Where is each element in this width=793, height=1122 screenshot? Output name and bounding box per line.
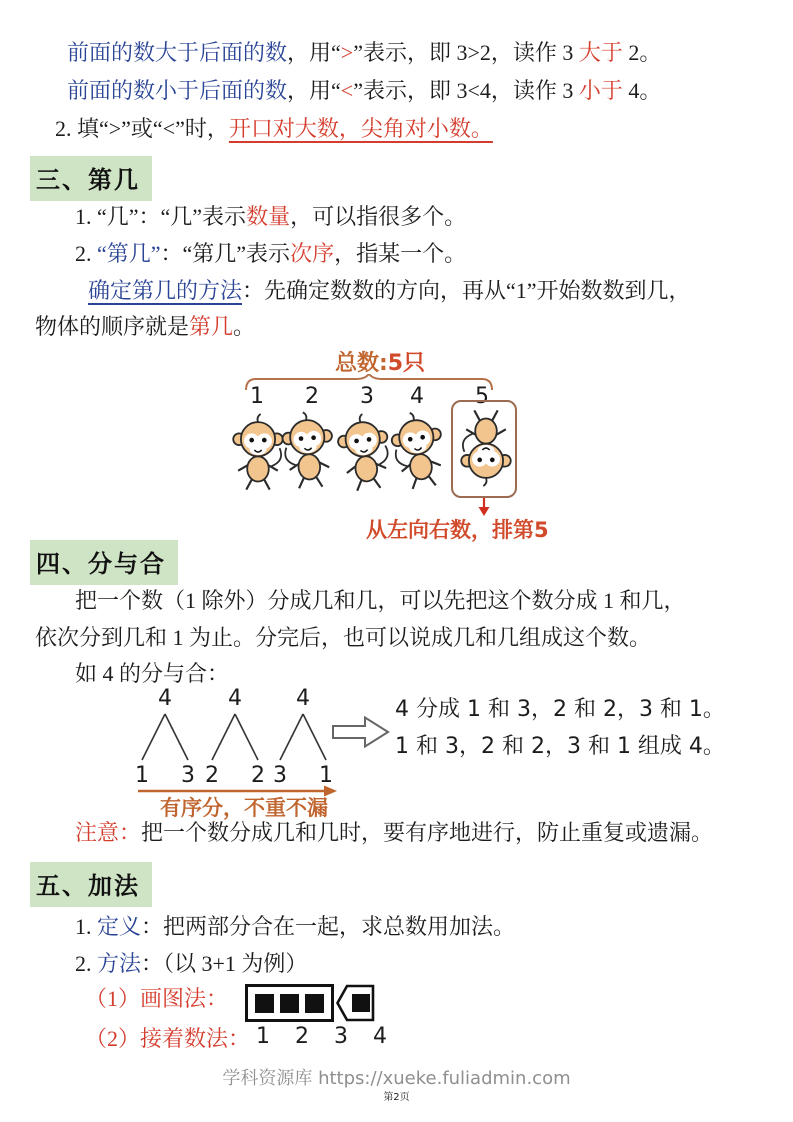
monkey-illustration xyxy=(281,406,335,495)
intro-line2-red: 小于 xyxy=(578,78,623,103)
section3-method-line1 xyxy=(88,272,691,310)
less-symbol: < xyxy=(340,78,354,103)
method-text-b: 物体的顺序就是 xyxy=(35,314,190,339)
tree1-top: 4 xyxy=(158,686,172,711)
method-text-c: 。 xyxy=(233,314,256,339)
section4-title: 四、分与合 xyxy=(30,540,178,585)
method-red: 第几 xyxy=(189,314,234,339)
intro-line2-blue: 前面的数小于后面的数 xyxy=(67,78,288,103)
item2-text-a: 2. xyxy=(75,241,97,266)
black-square xyxy=(305,994,324,1013)
intro-line1-c: 2。 xyxy=(622,40,662,65)
intro-line2-c: 4。 xyxy=(622,78,662,103)
count-on-2: 2 xyxy=(295,1024,309,1049)
section4-paragraph2: 依次分到几和 1 为止。分完后，也可以说成几和几组成这个数。 xyxy=(35,625,652,650)
item1-text-a: 1. “几”：“几”表示 xyxy=(75,204,247,229)
tree2-left: 2 xyxy=(205,763,219,788)
method2-label: （2）接着数法： xyxy=(85,1026,251,1051)
one-square-tag-shape xyxy=(336,984,376,1022)
monkey-illustration xyxy=(231,408,285,497)
tree-diagram-3 xyxy=(268,686,338,788)
intro-line3-rule: 开口对大数，尖角对小数。 xyxy=(228,116,493,141)
s5-item1-b: ：把两部分合在一起，求总数用加法。 xyxy=(141,914,516,939)
item1-red: 数量 xyxy=(246,204,291,229)
intro-line3-a: 2. 填“>”或“<”时， xyxy=(55,116,229,141)
tree3-top: 4 xyxy=(296,686,310,711)
tree2-branches xyxy=(200,712,270,762)
intro-line-1 xyxy=(55,34,661,72)
section4-paragraph1: 把一个数（1 除外）分成几和几，可以先把这个数分成 1 和几， xyxy=(75,588,686,613)
section3-method-line2 xyxy=(35,308,255,346)
figure-caption: 从左向右数，排第5 xyxy=(366,518,549,542)
page-number: 第2页 xyxy=(383,1092,410,1103)
order-note: 有序分，不重不漏 xyxy=(160,796,328,820)
total-label-a: 总数: xyxy=(334,351,388,376)
s5-item1-blue: 定义 xyxy=(97,914,142,939)
tree-diagram-2 xyxy=(200,686,270,788)
tree3-branches xyxy=(268,712,338,762)
section3-title: 三、第几 xyxy=(30,156,152,201)
section4-header xyxy=(30,540,178,585)
method1-label: （1）画图法： xyxy=(85,986,229,1011)
intro-line1-b: ”表示，即 3>2，读作 3 xyxy=(353,40,579,65)
item2-red: 次序 xyxy=(290,241,335,266)
count-number-2: 2 xyxy=(305,384,319,409)
intro-line1-red: 大于 xyxy=(578,40,623,65)
s5-item1-a: 1. xyxy=(75,914,97,939)
section5-title: 五、加法 xyxy=(30,862,152,907)
section5-item2 xyxy=(75,945,307,983)
count-on-numbers xyxy=(256,1024,387,1049)
s5-item2-blue: 方法 xyxy=(97,951,142,976)
monkey-illustration xyxy=(337,408,391,497)
watermark-text: 学科资源库 https://xueke.fuliadmin.com xyxy=(222,1068,571,1089)
tree3-right: 1 xyxy=(319,763,333,788)
intro-line2-b: ”表示，即 3<4，读作 3 xyxy=(353,78,579,103)
tree1-right: 3 xyxy=(181,763,195,788)
section4-paragraph3: 如 4 的分与合： xyxy=(75,661,230,686)
tree1-branches xyxy=(130,712,200,762)
count-number-3: 3 xyxy=(360,384,374,409)
method-title: 确定第几的方法 xyxy=(88,278,243,303)
tree-diagram-1 xyxy=(130,686,200,788)
count-number-4: 4 xyxy=(410,384,424,409)
section3-header xyxy=(30,156,152,201)
section4-note xyxy=(75,814,713,852)
count-on-3: 3 xyxy=(334,1024,348,1049)
intro-line2-a: ，用“ xyxy=(287,78,341,103)
count-number-1: 1 xyxy=(250,384,264,409)
tree2-top: 4 xyxy=(228,686,242,711)
comparison-intro xyxy=(55,34,661,148)
count-on-4: 4 xyxy=(373,1024,387,1049)
tree2-right: 2 xyxy=(251,763,265,788)
s5-item2-b: ：（以 3+1 为例） xyxy=(141,951,308,976)
intro-line-3 xyxy=(55,110,661,148)
total-label xyxy=(320,346,440,377)
black-square xyxy=(280,994,299,1013)
item2-blue: “第几” xyxy=(97,241,161,266)
item2-text-b: ：“第几”表示 xyxy=(160,241,291,266)
section5-header xyxy=(30,862,152,907)
s5-item2-a: 2. xyxy=(75,951,97,976)
decomposition-result-1: 4 分成 1 和 3，2 和 2，3 和 1。 xyxy=(395,697,725,722)
note-label: 注意： xyxy=(75,820,142,845)
section3-item1 xyxy=(75,198,466,236)
count-number-5: 5 xyxy=(475,384,489,409)
three-squares-box xyxy=(245,984,334,1022)
greater-symbol: > xyxy=(340,40,354,65)
hollow-right-arrow-icon xyxy=(332,716,390,748)
intro-line-2 xyxy=(55,72,661,110)
note-text: 把一个数分成几和几时，要有序地进行，防止重复或遗漏。 xyxy=(141,820,714,845)
intro-line1-a: ，用“ xyxy=(287,40,341,65)
total-label-b: 5只 xyxy=(387,351,426,376)
section3-item2 xyxy=(75,235,466,273)
tree1-left: 1 xyxy=(135,763,149,788)
decomposition-figure xyxy=(105,686,785,820)
count-on-1: 1 xyxy=(256,1024,270,1049)
intro-line1-blue: 前面的数大于后面的数 xyxy=(67,40,288,65)
decomposition-result-2: 1 和 3，2 和 2，3 和 1 组成 4。 xyxy=(395,734,725,759)
item1-text-b: ，可以指很多个。 xyxy=(290,204,467,229)
monkey-illustration xyxy=(391,406,445,495)
monkey-counting-figure xyxy=(230,346,575,546)
item2-text-c: ，指某一个。 xyxy=(334,241,467,266)
fifth-monkey-box xyxy=(451,400,517,498)
method-text-a: ：先确定数数的方向，再从“1”开始数数到几， xyxy=(242,278,691,303)
tree3-left: 3 xyxy=(273,763,287,788)
black-square xyxy=(255,994,274,1013)
section5-item1 xyxy=(75,908,515,946)
